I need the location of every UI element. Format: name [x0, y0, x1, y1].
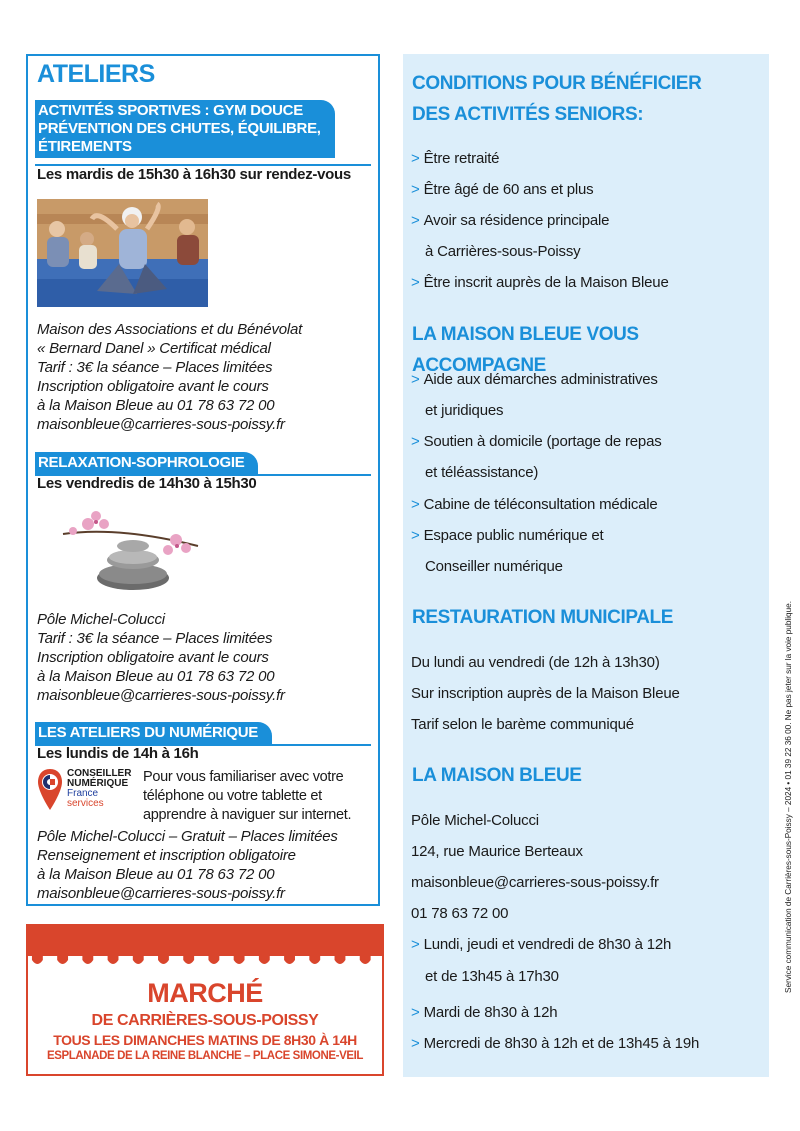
marche-subtitle: DE CARRIÈRES-SOUS-POISSY — [91, 1012, 319, 1029]
conditions-title-line-2: DES ACTIVITÉS SENIORS: — [412, 104, 644, 125]
restauration-line: Sur inscription auprès de la Maison Bleue — [411, 685, 680, 702]
relax-info-line-2: Tarif : 3€ la séance – Places limitées — [37, 630, 273, 647]
awning-scallop — [183, 954, 194, 964]
conseiller-numerique-logo — [37, 768, 141, 814]
awning-scallop — [360, 954, 371, 964]
chevron-right-icon: > — [411, 1035, 420, 1052]
logo-text-services: services — [67, 798, 104, 809]
chevron-right-icon: > — [411, 496, 420, 513]
condition-item-cont: à Carrières-sous-Poissy — [425, 243, 581, 260]
logo-text-numerique: NUMÉRIQUE — [67, 778, 129, 789]
numerique-info — [37, 827, 338, 903]
maison-email-link[interactable]: maisonbleue@carrieres-sous-poissy.fr — [411, 874, 659, 891]
gym-info-line-5: à la Maison Bleue au 01 78 63 72 00 — [37, 397, 275, 414]
tab-relaxation — [35, 452, 258, 474]
gym-info — [37, 320, 302, 434]
condition-item: > Avoir sa résidence principale — [411, 212, 610, 229]
tab-gym-douce — [35, 100, 335, 158]
condition-item: > Être inscrit auprès de la Maison Bleue — [411, 274, 669, 291]
zen-stones-orchid-photo — [58, 506, 208, 596]
numerique-schedule: Les lundis de 14h à 16h — [37, 745, 199, 762]
conditions-title-line-1: CONDITIONS POUR BÉNÉFICIER — [412, 73, 702, 94]
accompagne-title: LA MAISON BLEUE VOUS ACCOMPAGNE — [412, 324, 639, 376]
gym-info-email[interactable]: maisonbleue@carrieres-sous-poissy.fr — [37, 416, 285, 433]
relax-info — [37, 610, 285, 705]
condition-item: > Être retraité — [411, 150, 500, 167]
logo-text-france: France — [67, 788, 99, 799]
awning-scallop — [108, 954, 119, 964]
gym-info-line-4: Inscription obligatoire avant le cours — [37, 378, 269, 395]
tab-gym-line-1: ACTIVITÉS SPORTIVES : GYM DOUCE — [38, 102, 303, 119]
maison-bleue-title: LA MAISON BLEUE — [412, 765, 582, 786]
numerique-description — [143, 768, 351, 825]
side-legal-text: Service communication de Carrières-sous-Poissy – 2024 • 01 39 22 36 00. Ne pas jeter sur la voie publique. — [784, 601, 793, 993]
service-item-cont: Conseiller numérique — [425, 558, 563, 575]
hours-item: > Mercredi de 8h30 à 12h et de 13h45 à 19h — [411, 1035, 700, 1052]
tab-relaxation-label: RELAXATION-SOPHROLOGIE — [38, 454, 245, 471]
relax-schedule: Les vendredis de 14h30 à 15h30 — [37, 475, 257, 492]
relax-info-email[interactable]: maisonbleue@carrieres-sous-poissy.fr — [37, 687, 285, 704]
chevron-right-icon: > — [411, 274, 420, 291]
chevron-right-icon: > — [411, 371, 420, 388]
numerique-desc-line-3: apprendre à naviguer sur internet. — [143, 807, 352, 823]
tab-gym-line-2: PRÉVENTION DES CHUTES, ÉQUILIBRE, — [38, 120, 321, 137]
awning-scallop — [57, 954, 68, 964]
awning-scallop — [234, 954, 245, 964]
hours-item: > Mardi de 8h30 à 12h — [411, 1004, 558, 1021]
chevron-right-icon: > — [411, 433, 420, 450]
awning-scallop — [158, 954, 169, 964]
numerique-desc-line-1: Pour vous familiariser avec votre — [143, 769, 344, 785]
marche-box — [26, 924, 384, 1076]
tab-numerique-label: LES ATELIERS DU NUMÉRIQUE — [38, 724, 259, 741]
awning-scallop — [309, 954, 320, 964]
maison-address-line: 124, rue Maurice Berteaux — [411, 843, 583, 860]
awning-scallop — [82, 954, 93, 964]
service-item-cont: et téléassistance) — [425, 464, 539, 481]
location-pin-icon — [37, 768, 63, 812]
chevron-right-icon: > — [411, 212, 420, 229]
service-item-cont: et juridiques — [425, 402, 504, 419]
service-item: > Cabine de téléconsultation médicale — [411, 496, 658, 513]
numerique-info-email[interactable]: maisonbleue@carrieres-sous-poissy.fr — [37, 885, 285, 902]
market-awning — [28, 926, 382, 970]
maison-phone[interactable]: 01 78 63 72 00 — [411, 905, 509, 922]
hours-item: > Lundi, jeudi et vendredi de 8h30 à 12h — [411, 936, 672, 953]
ateliers-box — [26, 54, 380, 906]
numerique-info-line-1: Pôle Michel-Colucci – Gratuit – Places limitées — [37, 828, 338, 845]
tab-numerique — [35, 722, 272, 744]
chevron-right-icon: > — [411, 527, 420, 544]
gym-info-line-2: « Bernard Danel » Certificat médical — [37, 340, 271, 357]
chevron-right-icon: > — [411, 181, 420, 198]
restauration-line: Tarif selon le barème communiqué — [411, 716, 634, 733]
chevron-right-icon: > — [411, 1004, 420, 1021]
maison-address-line: Pôle Michel-Colucci — [411, 812, 539, 829]
awning-scallop — [133, 954, 144, 964]
chevron-right-icon: > — [411, 150, 420, 167]
chevron-right-icon: > — [411, 936, 420, 953]
hours-item-cont: et de 13h45 à 17h30 — [425, 968, 559, 985]
service-item: > Soutien à domicile (portage de repas — [411, 433, 662, 450]
awning-scallop — [335, 954, 346, 964]
awning-scallop — [32, 954, 43, 964]
gym-info-line-1: Maison des Associations et du Bénévolat — [37, 321, 303, 338]
marche-title: MARCHÉ — [147, 978, 263, 1008]
awning-scallop — [259, 954, 270, 964]
relax-info-line-3: Inscription obligatoire avant le cours — [37, 649, 269, 666]
gym-schedule: Les mardis de 15h30 à 16h30 sur rendez-vous — [37, 166, 351, 183]
awning-scallop — [284, 954, 295, 964]
restauration-line: Du lundi au vendredi (de 12h à 13h30) — [411, 654, 660, 671]
conditions-title — [412, 68, 701, 130]
restauration-title: RESTAURATION MUNICIPALE — [412, 607, 674, 628]
gym-info-line-3: Tarif : 3€ la séance – Places limitées — [37, 359, 273, 376]
gym-class-photo — [37, 199, 208, 307]
ateliers-title: ATELIERS — [37, 60, 155, 88]
service-item: > Aide aux démarches administratives — [411, 371, 658, 388]
service-item: > Espace public numérique et — [411, 527, 604, 544]
relax-info-line-4: à la Maison Bleue au 01 78 63 72 00 — [37, 668, 275, 685]
numerique-info-line-3: à la Maison Bleue au 01 78 63 72 00 — [37, 866, 275, 883]
side-legal-note — [771, 595, 800, 995]
condition-item: > Être âgé de 60 ans et plus — [411, 181, 594, 198]
tab-gym-line-3: ÉTIREMENTS — [38, 138, 132, 155]
numerique-desc-line-2: téléphone ou votre tablette et — [143, 788, 322, 804]
logo-text-conseiller: CONSEILLER — [67, 768, 132, 779]
relax-info-line-1: Pôle Michel-Colucci — [37, 611, 165, 628]
numerique-info-line-2: Renseignement et inscription obligatoire — [37, 847, 296, 864]
marche-when: TOUS LES DIMANCHES MATINS DE 8H30 À 14H — [53, 1032, 357, 1048]
marche-where: ESPLANADE DE LA REINE BLANCHE – PLACE SIMONE-VEIL — [46, 1050, 364, 1062]
seniors-info-panel — [403, 54, 769, 1077]
awning-scallop — [208, 954, 219, 964]
